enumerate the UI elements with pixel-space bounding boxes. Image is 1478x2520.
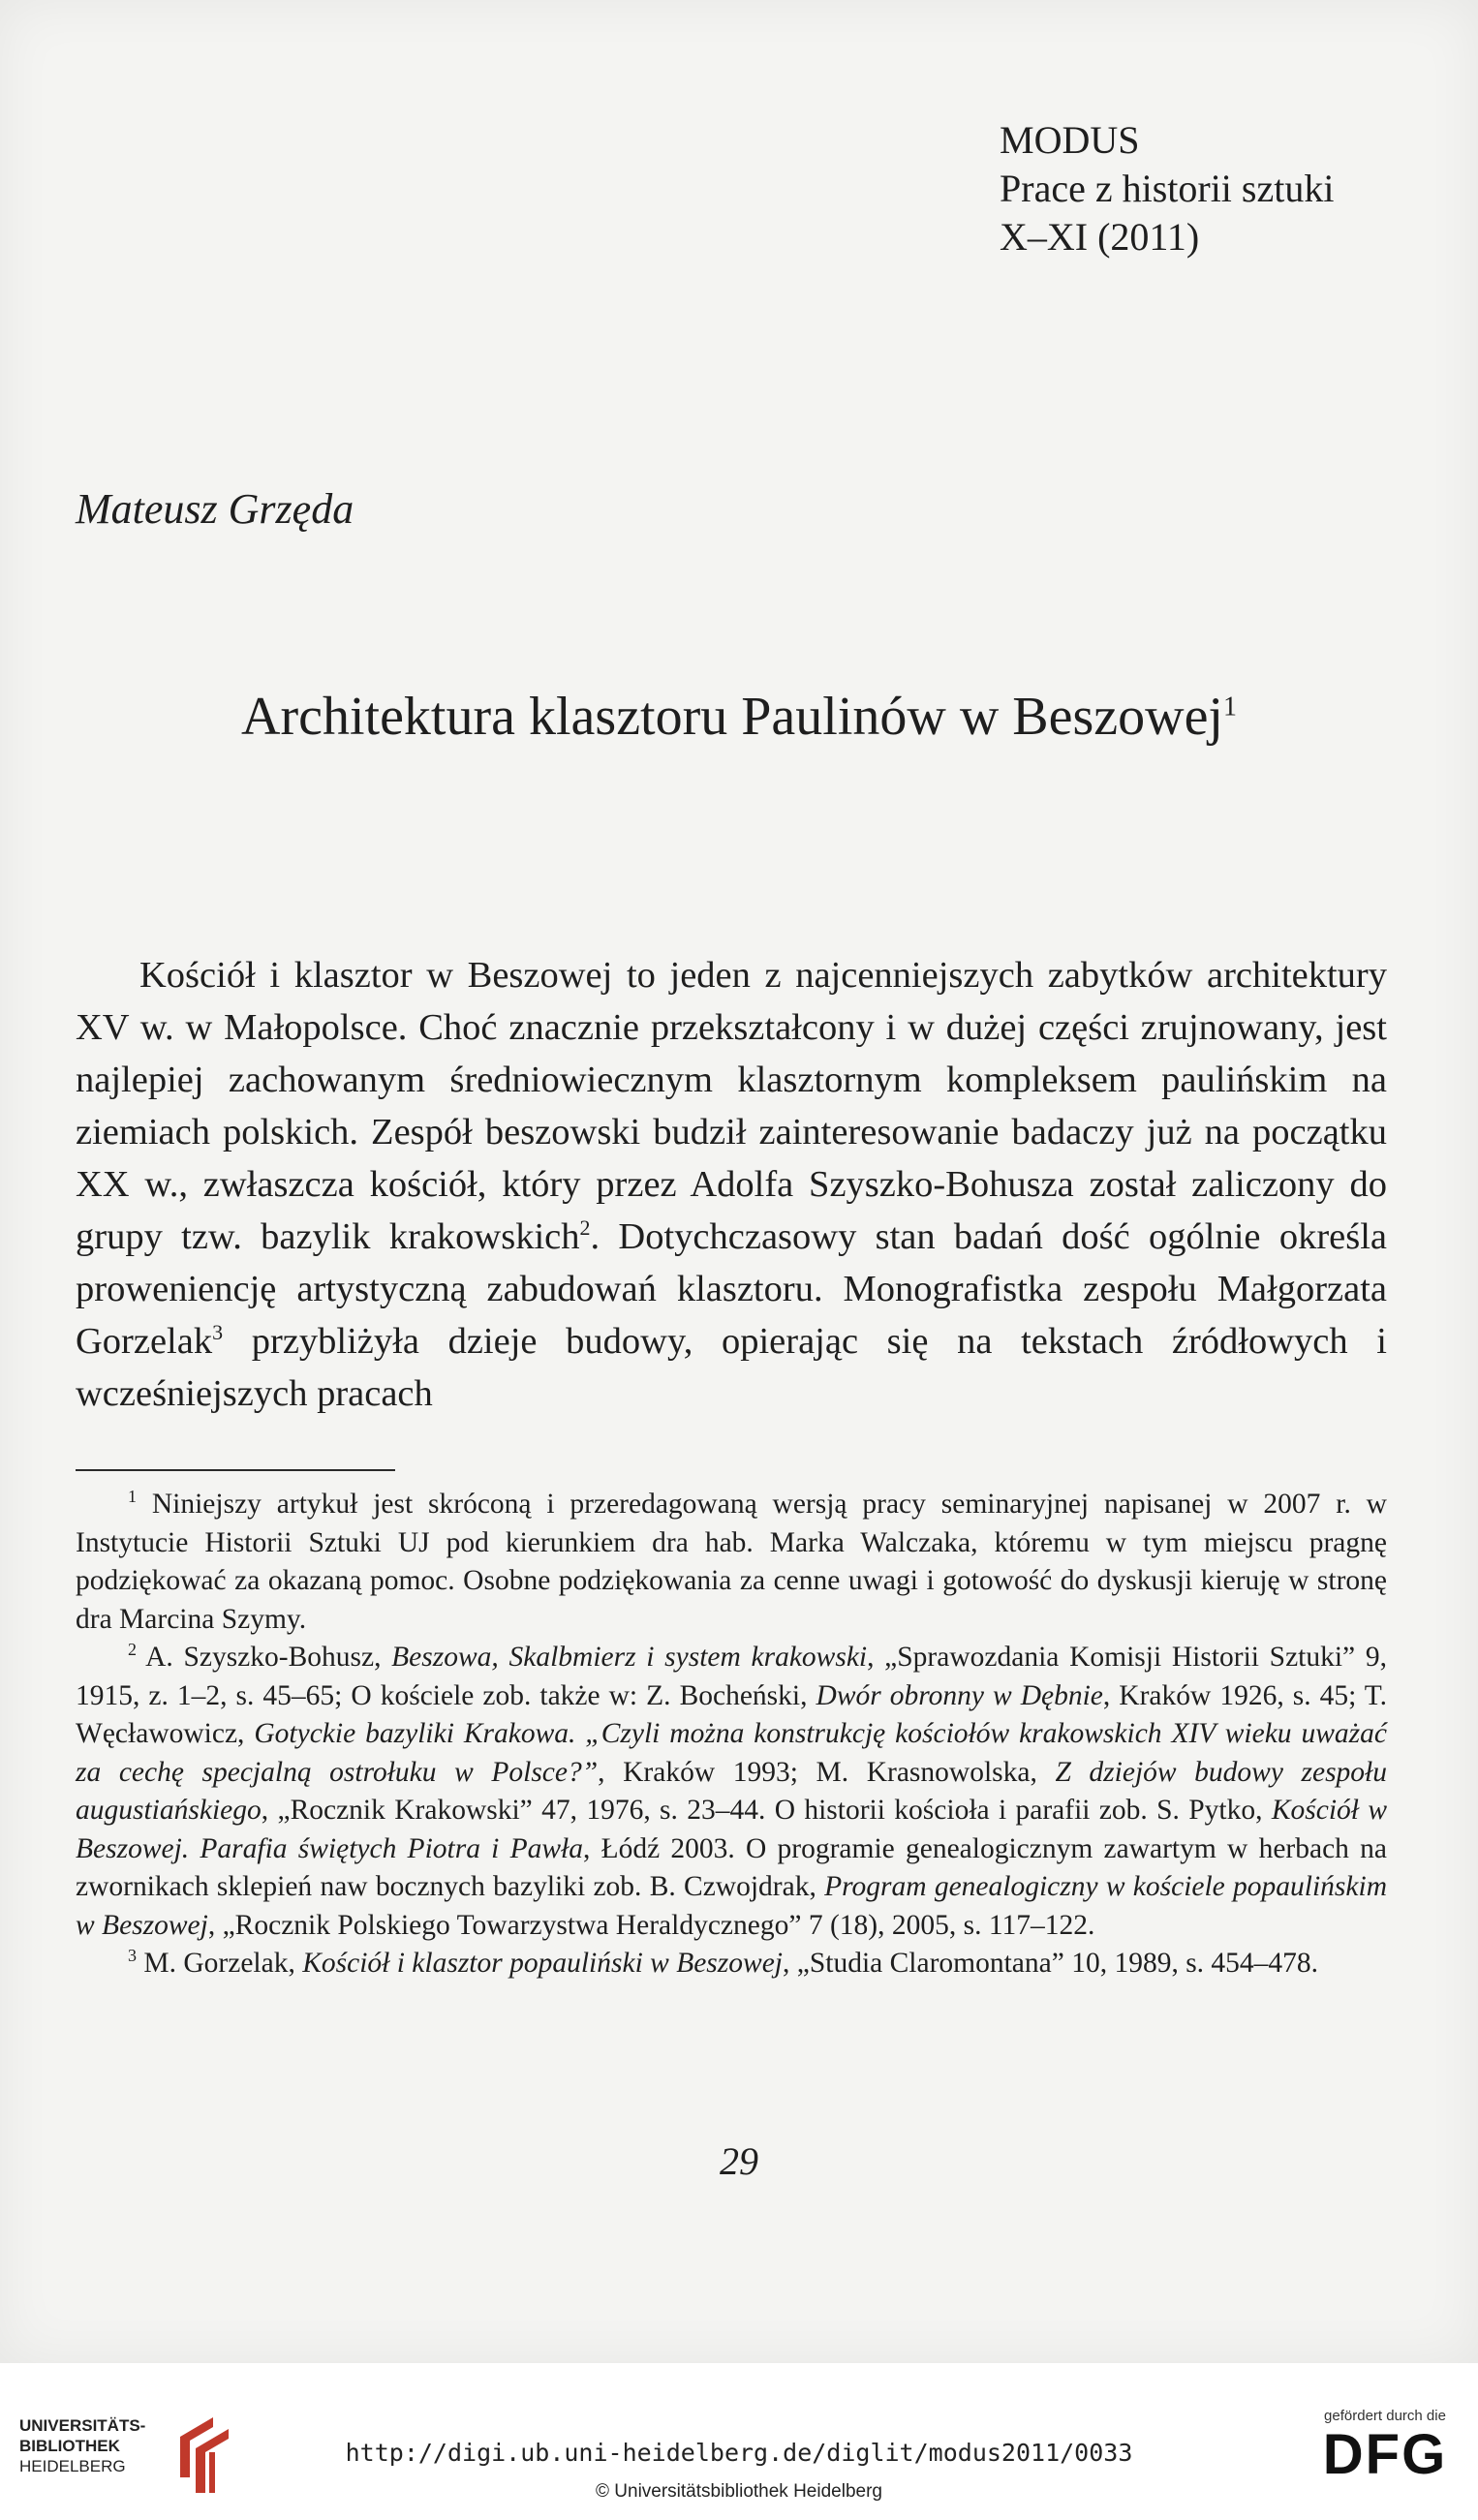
footnote-text: A. Szyszko-Bohusz, (137, 1642, 392, 1673)
library-name-line-3: HEIDELBERG (19, 2457, 126, 2475)
body-text-part-3: przybliżyła dzieje budowy, opierając się na tekstach źródłowych i wcześniejszych pracach (76, 1321, 1387, 1414)
footnote-2 (76, 1639, 1387, 1945)
library-name-line-1: UNIVERSITÄTS- (19, 2416, 146, 2435)
funding-caption: gefördert durch die (1324, 2408, 1446, 2424)
citation-title: Beszowa, Skalbmierz i system krakowski (391, 1642, 868, 1673)
footnote-text: , Kraków 1926, s. 45; T. Węcławowicz, (76, 1679, 1388, 1749)
page-number: 29 (720, 2139, 758, 2183)
citation-title: Gotyckie bazyliki Krakowa. „Czyli można konstrukcję kościołów krakowskich XIV wieku uważać za cechę specjalną ostrołuku w Polsce?” (76, 1718, 1387, 1788)
footnote-text: Niniejszy artykuł jest skróconą i przeredagowaną wersją pracy seminaryjnej napisanej w 2007 r. w Instytucie Historii Sztuki UJ pod kierunkiem dra hab. Marka Walczaka, któremu w tym miejscu pragnę podziękować za okazaną pomoc. Osobne podziękowania za cenne uwagi i gotowość do dyskusji kieruję w stronę dra Marcina Szymy. (76, 1489, 1387, 1635)
permalink-url[interactable]: http://digi.ub.uni-heidelberg.de/diglit/modus2011/0033 (345, 2439, 1133, 2467)
footnote-3 (76, 1945, 1387, 1983)
citation-title: Kościół i klasztor popauliński w Beszowej (302, 1948, 783, 1979)
library-name-line-2: BIBLIOTHEK (19, 2437, 120, 2455)
title-footnote-ref[interactable]: 1 (1222, 691, 1237, 722)
footnote-text: , Kraków 1993; M. Krasnowolska, (598, 1756, 1056, 1788)
dfg-logo: DFG (1322, 2423, 1448, 2486)
article-title (0, 686, 1478, 748)
citation-title: Dwór obronny w Dębnie (816, 1679, 1103, 1711)
footnote-number: 2 (128, 1640, 137, 1660)
footnotes (76, 1486, 1387, 1983)
body-text-part-2: . Dotychczasowy stan badań dość ogólnie określa proweniencję artystyczną zabudowań klasztoru. Monografistka zespołu Małgorzata Gorzelak (76, 1216, 1387, 1362)
footnote-text: , Łódź 2003. O programie genealogicznym zawartym w herbach na zwornikach sklepień naw bocznych bazyliki zob. B. Czwojdrak, (76, 1832, 1387, 1902)
footnote-ref-3[interactable]: 3 (212, 1320, 224, 1345)
citation-title: Program genealogiczny w kościele popaulińskim w Beszowej (76, 1871, 1388, 1941)
funder-logo[interactable] (1308, 2408, 1463, 2486)
footnote-text: , „Rocznik Krakowski” 47, 1976, s. 23–44. O historii kościoła i parafii zob. S. Pytko, (261, 1795, 1272, 1826)
body-paragraph (76, 949, 1387, 1420)
footnote-separator (76, 1469, 395, 1471)
footnote-number: 3 (128, 1946, 137, 1966)
journal-volume: X–XI (2011) (1000, 215, 1200, 259)
citation-title: Kościół w Beszowej. Parafia świętych Piotra i Pawła (76, 1795, 1387, 1864)
copyright-notice: © Universitätsbibliothek Heidelberg (596, 2481, 882, 2502)
footnote-ref-2[interactable]: 2 (579, 1215, 591, 1241)
journal-header (1000, 116, 1334, 261)
article-title-text: Architektura klasztoru Paulinów w Beszowej (241, 687, 1223, 747)
journal-series: Prace z historii sztuki (1000, 167, 1335, 210)
citation-title: Z dziejów budowy zespołu augustiańskiego (76, 1756, 1388, 1826)
body-text-part-1: Kościół i klasztor w Beszowej to jeden z najcenniejszych zabytków architektury XV w. w Małopolsce. Choć znacznie przekształcony i w dużej części zrujnowany, jest najlepiej zachowanym średniowiecznym klasztornym kompleksem paulińskim na ziemiach polskich. Zespół beszowski budził zainteresowanie badaczy już na początku XX w., zwłaszcza kościół, który przez Adolfa Szyszko-Bohusza został zaliczony do grupy tzw. bazylik krakowskich (76, 955, 1387, 1257)
footnote-1 (76, 1486, 1387, 1639)
footnote-text: , „Sprawozdania Komisji Historii Sztuki” 9, 1915, z. 1–2, s. 45–65; O kościele zob. także w: Z. Bocheński, (76, 1642, 1387, 1711)
footnote-number: 1 (128, 1487, 137, 1507)
journal-name: MODUS (1000, 118, 1140, 162)
author-name: Mateusz Grzęda (76, 485, 354, 533)
footnote-text: , „Rocznik Polskiego Towarzystwa Heraldycznego” 7 (18), 2005, s. 117–122. (207, 1909, 1095, 1941)
footnote-text: , „Studia Claromontana” 10, 1989, s. 454–478. (783, 1948, 1319, 1979)
footnote-text: M. Gorzelak, (137, 1948, 303, 1979)
